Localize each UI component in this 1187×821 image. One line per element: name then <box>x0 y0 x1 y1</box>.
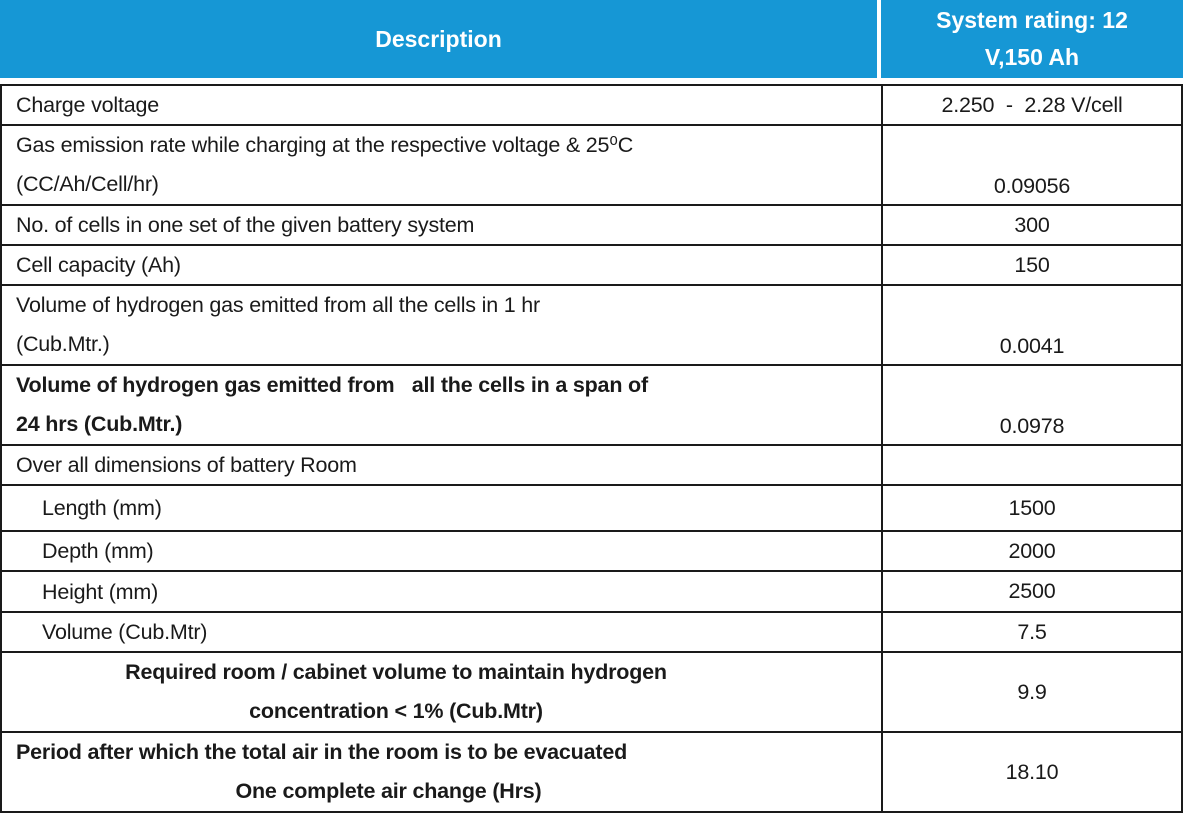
row-description: Charge voltage <box>16 93 160 117</box>
row-description: Length (mm) <box>42 496 162 520</box>
row-value: 2500 <box>1008 579 1056 603</box>
row-value: 2.250 - 2.28 V/cell <box>941 92 1123 117</box>
table-row-gas-emission-rate <box>1 125 1182 205</box>
table-row-hydrogen-volume-24hrs <box>1 365 1182 445</box>
table-row-charge-voltage <box>1 85 1182 125</box>
table-row-height <box>1 571 1182 612</box>
row-description: Height (mm) <box>42 579 159 604</box>
row-description: Depth (mm) <box>42 539 154 563</box>
table-row-depth <box>1 531 1182 571</box>
row-description-line2: (CC/Ah/Cell/hr) <box>16 172 159 196</box>
system-rating-line1: System rating: 12 <box>936 7 1128 33</box>
row-description-line2: One complete air change (Hrs) <box>235 779 542 803</box>
table-row-volume <box>1 612 1182 652</box>
row-description: Volume (Cub.Mtr) <box>42 620 208 644</box>
row-description-line1: Gas emission rate while charging at the respective voltage & 25⁰C <box>16 133 634 157</box>
row-value: 7.5 <box>1017 619 1047 644</box>
row-value: 0.0978 <box>999 414 1065 438</box>
row-value: 0.09056 <box>993 174 1071 198</box>
table-row-length <box>1 485 1182 531</box>
table-row-number-of-cells <box>1 205 1182 245</box>
table-row-required-room-volume <box>1 652 1182 732</box>
row-value: 18.10 <box>1005 759 1059 784</box>
row-description-line1: Period after which the total air in the room is to be evacuated <box>16 740 628 764</box>
row-value: 150 <box>1014 252 1050 277</box>
table-header-row <box>0 0 1183 78</box>
description-header-cell <box>0 0 877 78</box>
row-description: Cell capacity (Ah) <box>16 253 181 277</box>
row-value: 0.0041 <box>999 334 1065 358</box>
row-value: 2000 <box>1008 538 1056 563</box>
system-rating-header-cell <box>881 0 1183 78</box>
row-value: 1500 <box>1008 495 1056 520</box>
table-row-hydrogen-volume-1hr <box>1 285 1182 365</box>
row-value: 300 <box>1014 212 1050 237</box>
table-row-air-evacuation-period <box>1 732 1182 812</box>
row-description-line2: concentration < 1% (Cub.Mtr) <box>249 699 543 723</box>
row-description: No. of cells in one set of the given battery system <box>16 213 475 237</box>
row-description-line1: Required room / cabinet volume to maintain hydrogen <box>125 660 667 684</box>
table-row-cell-capacity <box>1 245 1182 285</box>
spec-table-body <box>0 84 1183 813</box>
row-description: Over all dimensions of battery Room <box>16 453 357 477</box>
row-description-line2: 24 hrs (Cub.Mtr.) <box>16 412 183 436</box>
system-rating-line2: V,150 Ah <box>984 44 1080 70</box>
table-row-battery-room-dimensions <box>1 445 1182 485</box>
row-value: 9.9 <box>1017 679 1047 704</box>
description-header-label: Description <box>375 25 502 52</box>
row-description-line1: Volume of hydrogen gas emitted from all the cells in a span of <box>16 373 648 397</box>
row-description-line1: Volume of hydrogen gas emitted from all the cells in 1 hr <box>16 293 540 317</box>
row-description-line2: (Cub.Mtr.) <box>16 332 110 356</box>
